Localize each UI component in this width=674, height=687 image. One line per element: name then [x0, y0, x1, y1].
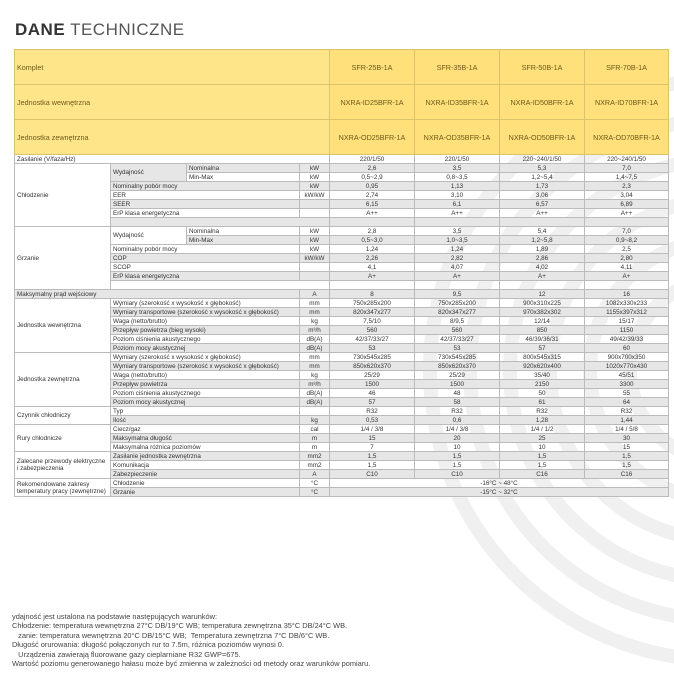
value-cell: 4,11: [585, 263, 669, 272]
value-cell: R32: [500, 407, 585, 416]
table-row: [15, 362, 669, 371]
value-cell: 4,1: [330, 263, 415, 272]
value-cell: 1/4 / 5/8: [585, 425, 669, 434]
row-label: EER: [111, 191, 300, 200]
unit-cell: m: [300, 434, 330, 443]
table-row: [15, 344, 669, 353]
value-cell: 0,5~2,9: [330, 173, 415, 182]
unit-cell: kg: [300, 416, 330, 425]
group-label: Jednostka wewnętrzna: [15, 299, 111, 353]
value-cell: 7: [330, 443, 415, 452]
table-row: [15, 407, 669, 416]
value-cell: 2,86: [500, 254, 585, 263]
table-row: [15, 398, 669, 407]
value-cell: 1,73: [500, 182, 585, 191]
model-cell: NXRA-OD50BFR-1A: [500, 120, 585, 155]
value-cell: 2,3: [585, 182, 669, 191]
value-cell: A++: [415, 209, 500, 218]
table-row-spacer: [15, 218, 669, 227]
unit-cell: mm: [300, 362, 330, 371]
value-cell: 850: [500, 326, 585, 335]
value-cell: -16°C ~ 48°C: [330, 479, 669, 488]
table-row: [15, 272, 669, 281]
value-cell: 49/42/39/33: [585, 335, 669, 344]
value-cell: 5,3: [500, 164, 585, 173]
value-cell: 57: [500, 344, 585, 353]
value-cell: 50: [500, 389, 585, 398]
table-row-spacer: [15, 281, 669, 290]
value-cell: 48: [415, 389, 500, 398]
group-label: [15, 452, 111, 479]
table-row: [15, 200, 669, 209]
table-row: [15, 380, 669, 389]
model-cell: NXRA-ID50BFR-1A: [500, 85, 585, 120]
value-cell: 970x382x302: [500, 308, 585, 317]
value-cell: R32: [585, 407, 669, 416]
table-row: [15, 155, 669, 164]
value-cell: A+: [585, 272, 669, 281]
table-row: [15, 452, 669, 461]
footnote-line: Długość orurowania: długość połączonych rur to 7.5m, różnica poziomów wynosi 0.: [12, 640, 284, 650]
value-cell: 12/14: [500, 317, 585, 326]
row-label: Nominalny pobór mocy: [111, 182, 300, 191]
value-cell: 6,1: [415, 200, 500, 209]
unit-cell: kW: [300, 236, 330, 245]
value-cell: 30: [585, 434, 669, 443]
value-cell: 1,2~5,8: [500, 236, 585, 245]
row-label: COP: [111, 254, 300, 263]
value-cell: 560: [330, 326, 415, 335]
value-cell: 15: [585, 443, 669, 452]
value-cell: 3300: [585, 380, 669, 389]
value-cell: 25/29: [330, 371, 415, 380]
model-cell: NXRA-OD25BFR-1A: [330, 120, 415, 155]
value-cell: 0,5~3,0: [330, 236, 415, 245]
row-label: Maksymalny prąd wejściowy: [15, 290, 300, 299]
row-label: Poziom mocy akustycznej: [111, 344, 300, 353]
value-cell: 1,5: [330, 452, 415, 461]
unit-cell: °C: [300, 488, 330, 497]
row-label: Nominalny pobór mocy: [111, 245, 300, 254]
value-cell: 53: [415, 344, 500, 353]
value-cell: 55: [585, 389, 669, 398]
unit-cell: kg: [300, 371, 330, 380]
value-cell: 1/4 / 1/2: [500, 425, 585, 434]
table-row: [15, 182, 669, 191]
value-cell: 1500: [415, 380, 500, 389]
unit-cell: dB(A): [300, 389, 330, 398]
group-label: Chłodzenie: [15, 164, 111, 227]
table-row: [15, 326, 669, 335]
row-label: Maksymalna długość: [111, 434, 300, 443]
model-cell: SFR-70B-1A: [585, 50, 669, 85]
sub-label: Nominalna: [187, 164, 300, 173]
row-label: Waga (netto/brutto): [111, 371, 300, 380]
group-label: [15, 479, 111, 497]
footnote-line: Chłodzenie: temperatura wewnętrzna 27°C DB/19°C WB; temperatura zewnętrzna 35°C DB/24°C WB.: [12, 621, 348, 631]
unit-cell: m³/h: [300, 380, 330, 389]
value-cell: 10: [500, 443, 585, 452]
table-row: [15, 227, 669, 236]
value-cell: 1,5: [585, 461, 669, 470]
value-cell: 2,6: [330, 164, 415, 173]
value-cell: 1,44: [585, 416, 669, 425]
unit-cell: dB(A): [300, 344, 330, 353]
sub-label: Nominalna: [187, 227, 300, 236]
row-label: Zabezpieczenie: [111, 470, 300, 479]
table-row: [15, 479, 669, 488]
unit-cell: kW: [300, 245, 330, 254]
header-row-outdoor: [15, 120, 669, 155]
model-cell: NXRA-ID35BFR-1A: [415, 85, 500, 120]
value-cell: 10: [415, 443, 500, 452]
value-cell: 2150: [500, 380, 585, 389]
value-cell: 4,02: [500, 263, 585, 272]
value-cell: 8/9,5: [415, 317, 500, 326]
value-cell: 12: [500, 290, 585, 299]
row-label: Komunikacja: [111, 461, 300, 470]
value-cell: 1,5: [500, 452, 585, 461]
row-label: ErP klasa energetyczna: [111, 272, 300, 281]
unit-cell: A: [300, 470, 330, 479]
unit-cell: mm: [300, 299, 330, 308]
value-cell: C16: [500, 470, 585, 479]
unit-cell: mm2: [300, 452, 330, 461]
value-cell: R32: [330, 407, 415, 416]
row-label: Zasilanie jednostka zewnętrzna: [111, 452, 300, 461]
row-label: Wymiary transportowe (szerokość x wysokość x głębokość): [111, 362, 300, 371]
group-label-line2: temperatury pracy (zewnętrzne): [17, 487, 106, 495]
table-row: [15, 353, 669, 362]
unit-cell: mm: [300, 353, 330, 362]
unit-cell: [300, 263, 330, 272]
footnotes: [12, 612, 370, 668]
row-label: Wydajność: [111, 164, 187, 182]
value-cell: 1,5: [330, 461, 415, 470]
value-cell: 53: [330, 344, 415, 353]
table-row: [15, 389, 669, 398]
value-cell: 1,5: [500, 461, 585, 470]
value-cell: 60: [585, 344, 669, 353]
group-label-line1: Zalecane przewody elektryczne: [17, 458, 106, 465]
value-cell: 730x545x285: [415, 353, 500, 362]
value-cell: C10: [415, 470, 500, 479]
table-row: [15, 245, 669, 254]
value-cell: 16: [585, 290, 669, 299]
value-cell: 850x620x370: [415, 362, 500, 371]
model-cell: NXRA-ID70BFR-1A: [585, 85, 669, 120]
value-cell: 57: [330, 398, 415, 407]
value-cell: 1,24: [415, 245, 500, 254]
value-cell: 20: [415, 434, 500, 443]
value-cell: 220~240/1/50: [500, 155, 585, 164]
model-cell: NXRA-OD70BFR-1A: [585, 120, 669, 155]
value-cell: A++: [500, 209, 585, 218]
row-label: Waga (netto/brutto): [111, 317, 300, 326]
unit-cell: kW: [300, 182, 330, 191]
value-cell: 0,8~3,5: [415, 173, 500, 182]
value-cell: 0,9~8,2: [585, 236, 669, 245]
value-cell: 46: [330, 389, 415, 398]
value-cell: 4,07: [415, 263, 500, 272]
value-cell: 220/1/50: [330, 155, 415, 164]
table-row: [15, 209, 669, 218]
value-cell: 1082x330x233: [585, 299, 669, 308]
value-cell: 220/1/50: [415, 155, 500, 164]
group-label: Jednostka zewnętrzna: [15, 353, 111, 407]
table-row: [15, 488, 669, 497]
value-cell: 900x700x350: [585, 353, 669, 362]
value-cell: 46/39/36/31: [500, 335, 585, 344]
value-cell: 7,0: [585, 164, 669, 173]
title-bold: DANE: [15, 20, 66, 39]
value-cell: 1,5: [585, 452, 669, 461]
value-cell: 0,53: [330, 416, 415, 425]
value-cell: 800x545x315: [500, 353, 585, 362]
table-row: [15, 308, 669, 317]
value-cell: 1/4 / 3/8: [330, 425, 415, 434]
value-cell: A+: [500, 272, 585, 281]
value-cell: 1020x770x430: [585, 362, 669, 371]
value-cell: C16: [585, 470, 669, 479]
unit-cell: mm: [300, 308, 330, 317]
value-cell: 1500: [330, 380, 415, 389]
value-cell: C10: [330, 470, 415, 479]
unit-cell: kW: [300, 164, 330, 173]
unit-cell: [300, 407, 330, 416]
row-label: ErP klasa energetyczna: [111, 209, 300, 218]
page-title: [15, 20, 185, 40]
value-cell: 3,5: [415, 164, 500, 173]
value-cell: 1,89: [500, 245, 585, 254]
value-cell: 0,95: [330, 182, 415, 191]
value-cell: 850x620x370: [330, 362, 415, 371]
header-row-indoor: [15, 85, 669, 120]
table-row: [15, 443, 669, 452]
table-row: [15, 416, 669, 425]
value-cell: 560: [415, 326, 500, 335]
table-row: [15, 434, 669, 443]
value-cell: 920x620x400: [500, 362, 585, 371]
value-cell: 3,04: [585, 191, 669, 200]
row-label: Poziom ciśnienia akustycznego: [111, 335, 300, 344]
value-cell: 25: [500, 434, 585, 443]
value-cell: 15: [330, 434, 415, 443]
unit-cell: m³/h: [300, 326, 330, 335]
value-cell: 750x285x200: [330, 299, 415, 308]
value-cell: 9,5: [415, 290, 500, 299]
unit-cell: kW/kW: [300, 191, 330, 200]
table-row: [15, 461, 669, 470]
unit-cell: kW: [300, 173, 330, 182]
value-cell: 61: [500, 398, 585, 407]
value-cell: 900x310x225: [500, 299, 585, 308]
table-row: [15, 191, 669, 200]
value-cell: 1,5: [415, 461, 500, 470]
value-cell: 1150: [585, 326, 669, 335]
value-cell: 0,6: [415, 416, 500, 425]
value-cell: 2,8: [330, 227, 415, 236]
value-cell: 1155x397x312: [585, 308, 669, 317]
value-cell: 3,5: [415, 227, 500, 236]
value-cell: 45/51: [585, 371, 669, 380]
value-cell: A++: [585, 209, 669, 218]
header-label: Komplet: [15, 50, 330, 85]
value-cell: A+: [415, 272, 500, 281]
table-row: [15, 425, 669, 434]
spec-table: [14, 49, 669, 497]
value-cell: 1,2~5,4: [500, 173, 585, 182]
value-cell: A++: [330, 209, 415, 218]
unit-cell: kW: [300, 227, 330, 236]
row-label: Wymiary (szerokość x wysokość x głębokość): [111, 299, 300, 308]
table-row: [15, 164, 669, 173]
group-label: Czynnik chłodniczy: [15, 407, 111, 425]
row-label: Ciecz/gaz: [111, 425, 300, 434]
unit-cell: kg: [300, 317, 330, 326]
value-cell: 64: [585, 398, 669, 407]
row-label: Poziom mocy akustycznej: [111, 398, 300, 407]
group-label-line2: i zabezpieczenia: [17, 465, 64, 472]
table-row: [15, 371, 669, 380]
row-label: Przepływ powietrza (bieg wysoki): [111, 326, 300, 335]
value-cell: 7,5/10: [330, 317, 415, 326]
value-cell: 750x285x200: [415, 299, 500, 308]
value-cell: 1,28: [500, 416, 585, 425]
row-label: SEER: [111, 200, 300, 209]
value-cell: 6,15: [330, 200, 415, 209]
value-cell: 1,4~7,5: [585, 173, 669, 182]
row-label: Grzanie: [111, 488, 300, 497]
model-cell: SFR-35B-1A: [415, 50, 500, 85]
unit-cell: cal: [300, 425, 330, 434]
value-cell: 1,5: [415, 452, 500, 461]
header-row-komplet: [15, 50, 669, 85]
row-label: Wydajność: [111, 227, 187, 245]
header-label: Jednostka zewnętrzna: [15, 120, 330, 155]
value-cell: 1/4 / 3/8: [415, 425, 500, 434]
value-cell: 3,10: [415, 191, 500, 200]
unit-cell: m: [300, 443, 330, 452]
row-label: Chłodzenie: [111, 479, 300, 488]
value-cell: 58: [415, 398, 500, 407]
table-row: [15, 335, 669, 344]
value-cell: 6,57: [500, 200, 585, 209]
header-label: Jednostka wewnętrzna: [15, 85, 330, 120]
value-cell: R32: [415, 407, 500, 416]
group-label-line1: Rekomendowane zakresy: [17, 480, 90, 488]
value-cell: 5,4: [500, 227, 585, 236]
title-rest: TECHNICZNE: [65, 20, 185, 39]
value-cell: 42/37/33/27: [330, 335, 415, 344]
table-row: [15, 299, 669, 308]
value-cell: 2,74: [330, 191, 415, 200]
value-cell: 2,82: [415, 254, 500, 263]
row-label: Typ: [111, 407, 300, 416]
table-row: [15, 254, 669, 263]
value-cell: 820x347x277: [415, 308, 500, 317]
row-label: Poziom ciśnienia akustycznego: [111, 389, 300, 398]
value-cell: A+: [330, 272, 415, 281]
value-cell: 220~240/1/50: [585, 155, 669, 164]
footnote-line: Wartość poziomu generowanego hałasu może być zmienna w zależności od metody oraz warunków pomiaru.: [12, 659, 371, 669]
value-cell: 1,13: [415, 182, 500, 191]
unit-cell: [300, 272, 330, 281]
table-row: [15, 290, 669, 299]
unit-cell: dB(A): [300, 335, 330, 344]
value-cell: 42/37/33/27: [415, 335, 500, 344]
table-row: [15, 470, 669, 479]
unit-cell: dB(A): [300, 398, 330, 407]
row-label: Wymiary (szerokość x wysokość x głębokość): [111, 353, 300, 362]
row-label: Ilość: [111, 416, 300, 425]
table-row: [15, 317, 669, 326]
value-cell: 6,89: [585, 200, 669, 209]
value-cell: 1,0~3,5: [415, 236, 500, 245]
row-label: Przepływ powietrza: [111, 380, 300, 389]
model-cell: SFR-25B-1A: [330, 50, 415, 85]
unit-cell: mm2: [300, 461, 330, 470]
sub-label: Min-Max: [187, 236, 300, 245]
table-row: [15, 263, 669, 272]
model-cell: NXRA-ID25BFR-1A: [330, 85, 415, 120]
group-label: Rury chłodnicze: [15, 425, 111, 452]
value-cell: 730x545x285: [330, 353, 415, 362]
value-cell: 2,5: [585, 245, 669, 254]
value-cell: 3,06: [500, 191, 585, 200]
value-cell: 25/29: [415, 371, 500, 380]
value-cell: 2,80: [585, 254, 669, 263]
unit-cell: °C: [300, 479, 330, 488]
footnote-line: ydajność jest ustalona na podstawie następujących warunków:: [12, 612, 218, 621]
unit-cell: [300, 200, 330, 209]
value-cell: 2,26: [330, 254, 415, 263]
footnote-line: zanie: temperatura wewnętrzna 20°C DB/15°C WB; Temperatura zewnętrzna 7°C DB/6°C WB.: [12, 630, 330, 640]
unit-cell: [300, 209, 330, 218]
value-cell: 7,0: [585, 227, 669, 236]
group-label: Grzanie: [15, 227, 111, 290]
sub-label: Min-Max: [187, 173, 300, 182]
row-label: Zasilanie (V/faza/Hz): [15, 155, 330, 164]
unit-cell: kW/kW: [300, 254, 330, 263]
value-cell: 1,24: [330, 245, 415, 254]
row-label: Wymiary transportowe (szerokość x wysokość x głębokość): [111, 308, 300, 317]
footnote-line: Urządzenia zawierają fluorowane gazy cieplarniane R32 GWP=675.: [12, 649, 241, 659]
model-cell: NXRA-OD35BFR-1A: [415, 120, 500, 155]
value-cell: 35/40: [500, 371, 585, 380]
unit-cell: A: [300, 290, 330, 299]
value-cell: -15°C ~ 32°C: [330, 488, 669, 497]
row-label: SCOP: [111, 263, 300, 272]
value-cell: 15/17: [585, 317, 669, 326]
value-cell: 820x347x277: [330, 308, 415, 317]
model-cell: SFR-50B-1A: [500, 50, 585, 85]
value-cell: 8: [330, 290, 415, 299]
row-label: Maksymalna różnica poziomów: [111, 443, 300, 452]
